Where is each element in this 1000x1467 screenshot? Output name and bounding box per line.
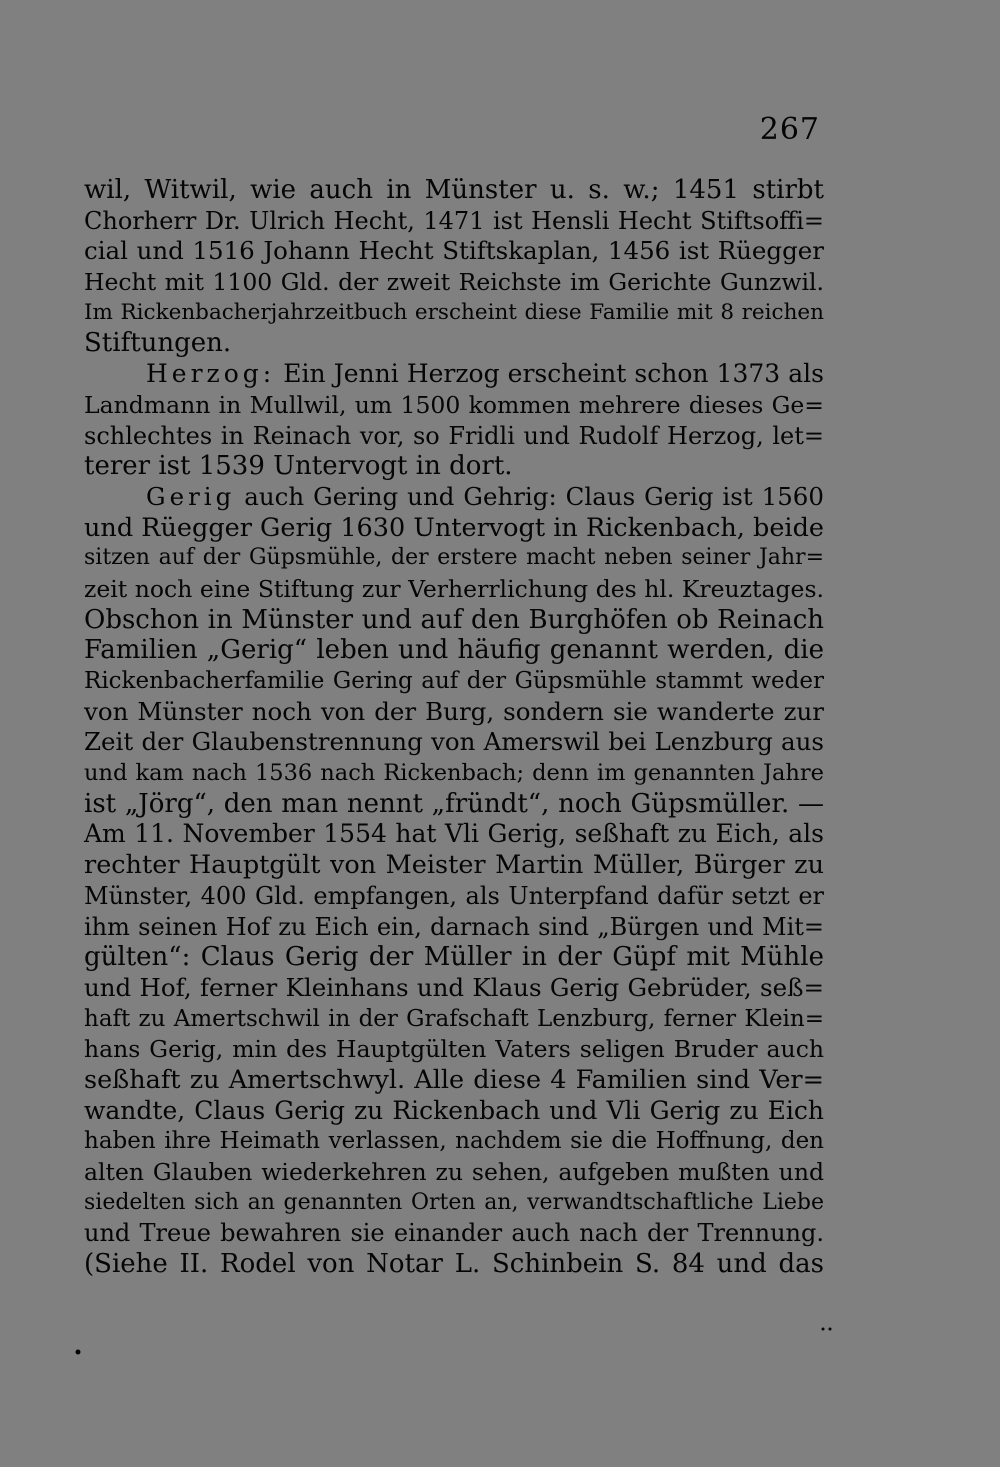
line-text: wil, Witwil, wie auch in Münster u. s. w.; 1451 stirbt [84,175,824,205]
text-line [84,1065,824,1096]
text-line [84,482,824,513]
text-line [84,605,824,636]
line-text: terer ist 1539 Untervogt in dort. [84,451,513,482]
line-text: alten Glauben wiederkehren zu sehen, aufgeben mußten und [84,1158,824,1186]
paragraph-lead-word: Herzog: [146,359,276,389]
line-text: und kam nach 1536 nach Rickenbach; denn im genannten Jahre [84,760,824,787]
line-text: Am 11. November 1554 hat Vli Gerig, seßhaft zu Eich, als [84,819,824,849]
line-text: Münster, 400 Gld. empfangen, als Unterpfand dafür setzt er [84,881,824,910]
text-line [84,267,824,298]
text-line [84,451,824,482]
text-line [84,175,824,206]
line-text: haben ihre Heimath verlassen, nachdem sie die Hoffnung, den [84,1128,824,1155]
text-line [84,819,824,850]
text-line [84,1096,824,1127]
line-text: gülten“: Claus Gerig der Müller in der Güpf mit Mühle [84,942,824,973]
line-text: rechter Hauptgült von Meister Martin Müller, Bürger zu [84,850,824,881]
text-line [84,1249,824,1280]
text-line [84,727,824,758]
line-text: Obschon in Münster und auf den Burghöfen ob Reinach [84,604,824,635]
line-text: cial und 1516 Johann Hecht Stiftskaplan, 1456 ist Rüegger [84,236,824,266]
line-text: hans Gerig, min des Hauptgülten Vaters seligen Bruder auch [84,1035,824,1064]
text-line [84,697,824,728]
page-number: 267 [759,112,820,147]
text-line [84,390,824,421]
text-line [84,421,824,452]
line-text: und Treue bewahren sie einander auch nach der Trennung. [84,1219,824,1248]
line-text: von Münster noch von der Burg, sondern sie wanderte zur [84,696,824,726]
text-line [84,1034,824,1065]
text-line [84,850,824,881]
text-line [84,635,824,666]
text-line [84,328,824,359]
line-text: und Hof, ferner Kleinhans und Klaus Gerig Gebrüder, seß= [84,972,824,1002]
text-line [84,789,824,820]
line-text: Familien „Gerig“ leben und häufig genannt werden, die [84,635,824,666]
line-text: schlechtes in Reinach vor, so Fridli und Rudolf Herzog, let= [84,421,824,450]
line-text: und Rüegger Gerig 1630 Untervogt in Rickenbach, beide [84,512,824,543]
line-text: Ein Jenni Herzog erscheint schon 1373 als [283,359,824,389]
text-line [84,574,824,605]
text-line [84,942,824,973]
text-line [84,666,824,697]
paragraph-lead-word: Gerig [146,481,236,511]
text-line [84,1126,824,1157]
line-text: Rickenbacherfamilie Gering auf der Güpsmühle stammt weder [84,668,824,694]
body-text [84,175,824,1280]
line-text: Chorherr Dr. Ulrich Hecht, 1471 ist Hensli Hecht Stiftsoffi= [84,206,824,235]
text-line [84,973,824,1004]
text-line [84,1157,824,1188]
line-text: Stiftungen. [84,328,232,359]
text-line [84,912,824,943]
text-line [84,1004,824,1035]
line-text: wandte, Claus Gerig zu Rickenbach und Vli Gerig zu Eich [84,1095,824,1125]
line-text: Im Rickenbacherjahrzeitbuch erscheint diese Familie mit 8 reichen [84,299,824,325]
line-text: haft zu Amertschwil in der Grafschaft Lenzburg, ferner Klein= [84,1005,824,1032]
text-line [84,1188,824,1219]
text-line [84,206,824,237]
line-text: ihm seinen Hof zu Eich ein, darnach sind „Bürgen und Mit= [84,912,824,941]
line-text: ist „Jörg“, den man nennt „fründt“, noch Güpsmüller. — [84,788,824,819]
line-text: sitzen auf der Güpsmühle, der erstere macht neben seiner Jahr= [84,545,824,571]
line-text: Landmann in Mullwil, um 1500 kommen mehrere dieses Ge= [84,390,824,419]
line-text: Hecht mit 1100 Gld. der zweit Reichste im Gerichte Gunzwil. [84,268,824,297]
text-line [84,758,824,789]
text-line [84,359,824,390]
line-text: auch Gering und Gehrig: Claus Gerig ist 1560 [244,481,824,511]
line-text: Zeit der Glaubenstrennung von Amerswil bei Lenzburg aus [84,727,824,757]
text-line [84,236,824,267]
text-line [84,513,824,544]
line-text: siedelten sich an genannten Orten an, verwandtschaftliche Liebe [84,1189,824,1215]
line-text: zeit noch eine Stiftung zur Verherrlichung des hl. Kreuztages. [84,574,824,603]
line-text: seßhaft zu Amertschwyl. Alle diese 4 Familien sind Ver= [84,1064,824,1095]
text-line [84,298,824,329]
line-text: (Siehe II. Rodel von Notar L. Schinbein S. 84 und das [84,1249,824,1280]
text-line [84,1218,824,1249]
text-line [84,881,824,912]
text-line [84,543,824,574]
